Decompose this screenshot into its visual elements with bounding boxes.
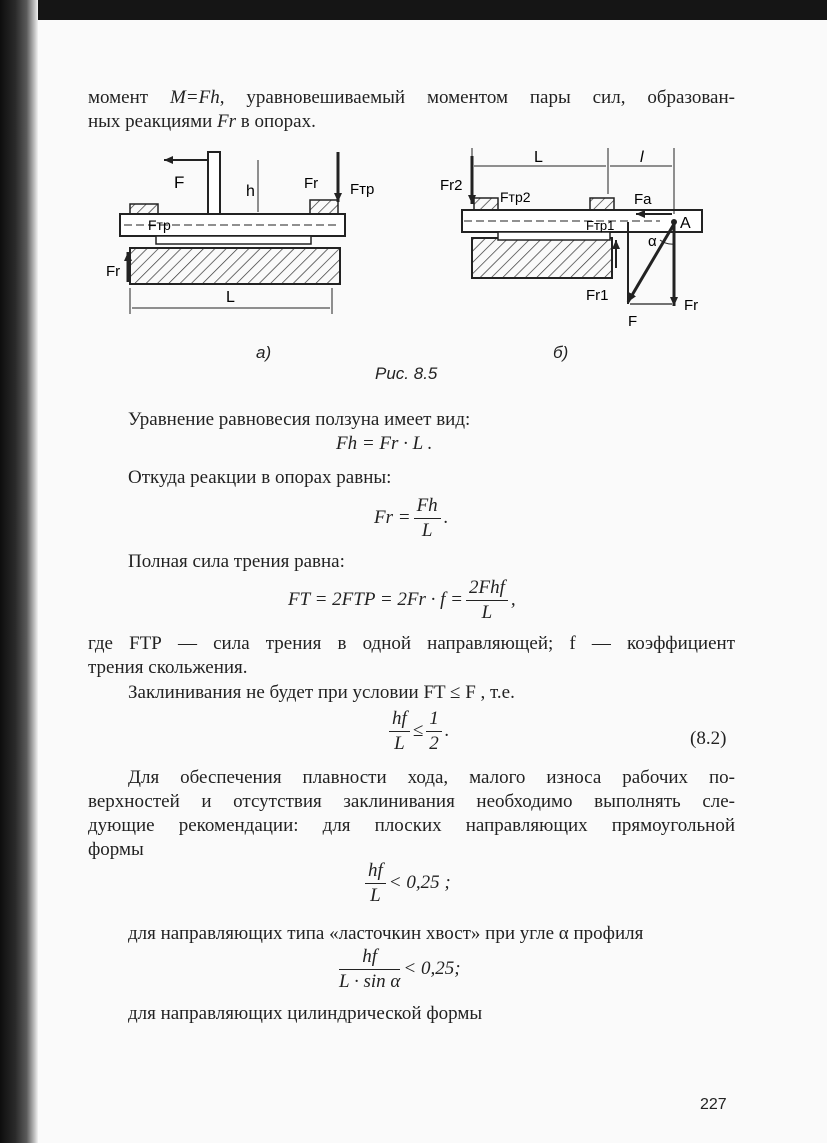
label-Fr1: Fr1 bbox=[586, 287, 609, 304]
support-left-a bbox=[130, 204, 158, 214]
fraction-numerator: hf bbox=[389, 708, 410, 732]
equation-tail: . bbox=[444, 719, 450, 741]
book-spine-shadow bbox=[0, 0, 38, 1143]
equation-lhs: FT = 2FTP = 2Fr · f = bbox=[288, 588, 464, 610]
equation-rectangular bbox=[362, 860, 451, 907]
formula-inline: Fr bbox=[217, 111, 237, 132]
equation-8-2 bbox=[386, 708, 449, 755]
slider-underside-b bbox=[498, 232, 610, 240]
text-run: в опорах. bbox=[236, 111, 316, 132]
label-Fr-top: Fr bbox=[304, 175, 319, 192]
label-Fr-left: Fr bbox=[106, 263, 121, 280]
equation-number: (8.2) bbox=[690, 728, 727, 749]
intro-line-1 bbox=[88, 86, 735, 110]
label-l-b: l bbox=[640, 149, 644, 166]
equation-lhs: Fr = bbox=[374, 506, 411, 528]
fraction bbox=[414, 495, 441, 542]
fraction bbox=[365, 860, 386, 907]
paragraph-jamming: Заклинивания не будет при условии FT ≤ F , т.е. bbox=[128, 682, 515, 703]
label-alpha: α bbox=[648, 233, 657, 250]
relation-sign: ≤ bbox=[412, 719, 424, 741]
label-Fa: Fa bbox=[634, 191, 652, 208]
fraction-denominator: 2 bbox=[429, 733, 439, 754]
figure-panel-b-label: б) bbox=[553, 343, 569, 362]
label-F-b: F bbox=[628, 313, 638, 330]
equation-moment: Fh = Fr · L . bbox=[336, 433, 433, 454]
paragraph-friction: Полная сила трения равна: bbox=[128, 551, 345, 572]
label-Ftr1: Fтр1 bbox=[586, 218, 615, 233]
label-Fr2: Fr2 bbox=[440, 177, 463, 194]
paragraph-recommendations-line-1: Для обеспечения плавности хода, малого износа рабочих по- bbox=[128, 767, 735, 788]
paragraph-recommendations-line-4: формы bbox=[88, 839, 144, 860]
label-F-a: F bbox=[174, 173, 185, 192]
support-right-b bbox=[590, 198, 614, 210]
support-left-b bbox=[474, 198, 498, 210]
paragraph-cylindrical: для направляющих цилиндрической формы bbox=[128, 1003, 483, 1024]
paragraph-recommendations-line-2: верхностей и отсутствия заклинивания необходимо выполнять сле- bbox=[88, 791, 735, 812]
fraction bbox=[339, 946, 400, 993]
figure-caption: Рис. 8.5 bbox=[375, 364, 438, 383]
paragraph-recommendations-line-3: дующие рекомендации: для плоских направляющих прямоугольной bbox=[88, 815, 735, 836]
scan-top-edge bbox=[0, 0, 827, 20]
formula-inline: M=Fh bbox=[169, 87, 220, 108]
paragraph-where-line-2: трения скольжения. bbox=[88, 657, 248, 678]
guide-base-b bbox=[472, 238, 612, 278]
fraction-denominator: L bbox=[394, 733, 405, 754]
text-run: , уравновешиваемый моментом пары сил, образован- bbox=[219, 87, 735, 108]
label-Ftr2: Fтр2 bbox=[500, 189, 531, 205]
paragraph-reactions: Откуда реакции в опорах равны: bbox=[128, 467, 392, 488]
equation-tail: . bbox=[443, 506, 449, 528]
figure-panel-b bbox=[440, 148, 702, 330]
page-number: 227 bbox=[700, 1096, 727, 1113]
guide-base-a bbox=[130, 248, 340, 284]
equation-tail: < 0,25 ; bbox=[388, 871, 451, 893]
fraction-numerator: hf bbox=[365, 860, 386, 884]
slider-underside-a bbox=[156, 236, 311, 244]
paragraph-equilibrium: Уравнение равновесия ползуна имеет вид: bbox=[128, 409, 471, 430]
equation-friction bbox=[288, 577, 516, 624]
text-run: момент bbox=[88, 87, 170, 108]
fraction bbox=[389, 708, 410, 755]
intro-line-2 bbox=[88, 110, 316, 134]
figure-8-5 bbox=[100, 148, 720, 338]
label-h: h bbox=[246, 183, 255, 200]
label-A: A bbox=[680, 215, 691, 232]
figure-panel-a-label: а) bbox=[256, 343, 272, 362]
paragraph-dovetail: для направляющих типа «ласточкин хвост» при угле α профиля bbox=[128, 923, 644, 944]
text-run: ных реакциями bbox=[88, 111, 218, 132]
fraction-denominator: L bbox=[481, 602, 493, 623]
fraction-denominator: L bbox=[370, 885, 381, 906]
fraction-numerator: Fh bbox=[414, 495, 441, 519]
fraction-numerator: 1 bbox=[426, 708, 442, 732]
equation-tail: < 0,25; bbox=[403, 957, 461, 979]
label-Fr-b: Fr bbox=[684, 297, 699, 314]
fraction-numerator: hf bbox=[339, 946, 400, 970]
label-Ftr-bar: Fтр bbox=[148, 217, 171, 233]
equation-tail: , bbox=[510, 588, 516, 610]
label-L-b: L bbox=[534, 149, 543, 166]
paragraph-where-line-1: где FТР — сила трения в одной направляющей; f — коэффициент bbox=[88, 633, 735, 654]
fraction-denominator: L · sin α bbox=[339, 971, 401, 992]
fraction-denominator: L bbox=[421, 520, 433, 541]
equation-reaction bbox=[374, 495, 448, 542]
fraction-numerator: 2Fhf bbox=[466, 577, 508, 601]
support-right-a bbox=[310, 200, 338, 214]
figure-panel-a bbox=[106, 152, 374, 314]
equation-dovetail bbox=[336, 946, 461, 993]
label-L-a: L bbox=[226, 289, 235, 306]
label-Ftr-top: Fтр bbox=[350, 181, 375, 198]
fraction bbox=[466, 577, 508, 624]
fraction bbox=[426, 708, 442, 755]
post-a bbox=[208, 152, 220, 214]
